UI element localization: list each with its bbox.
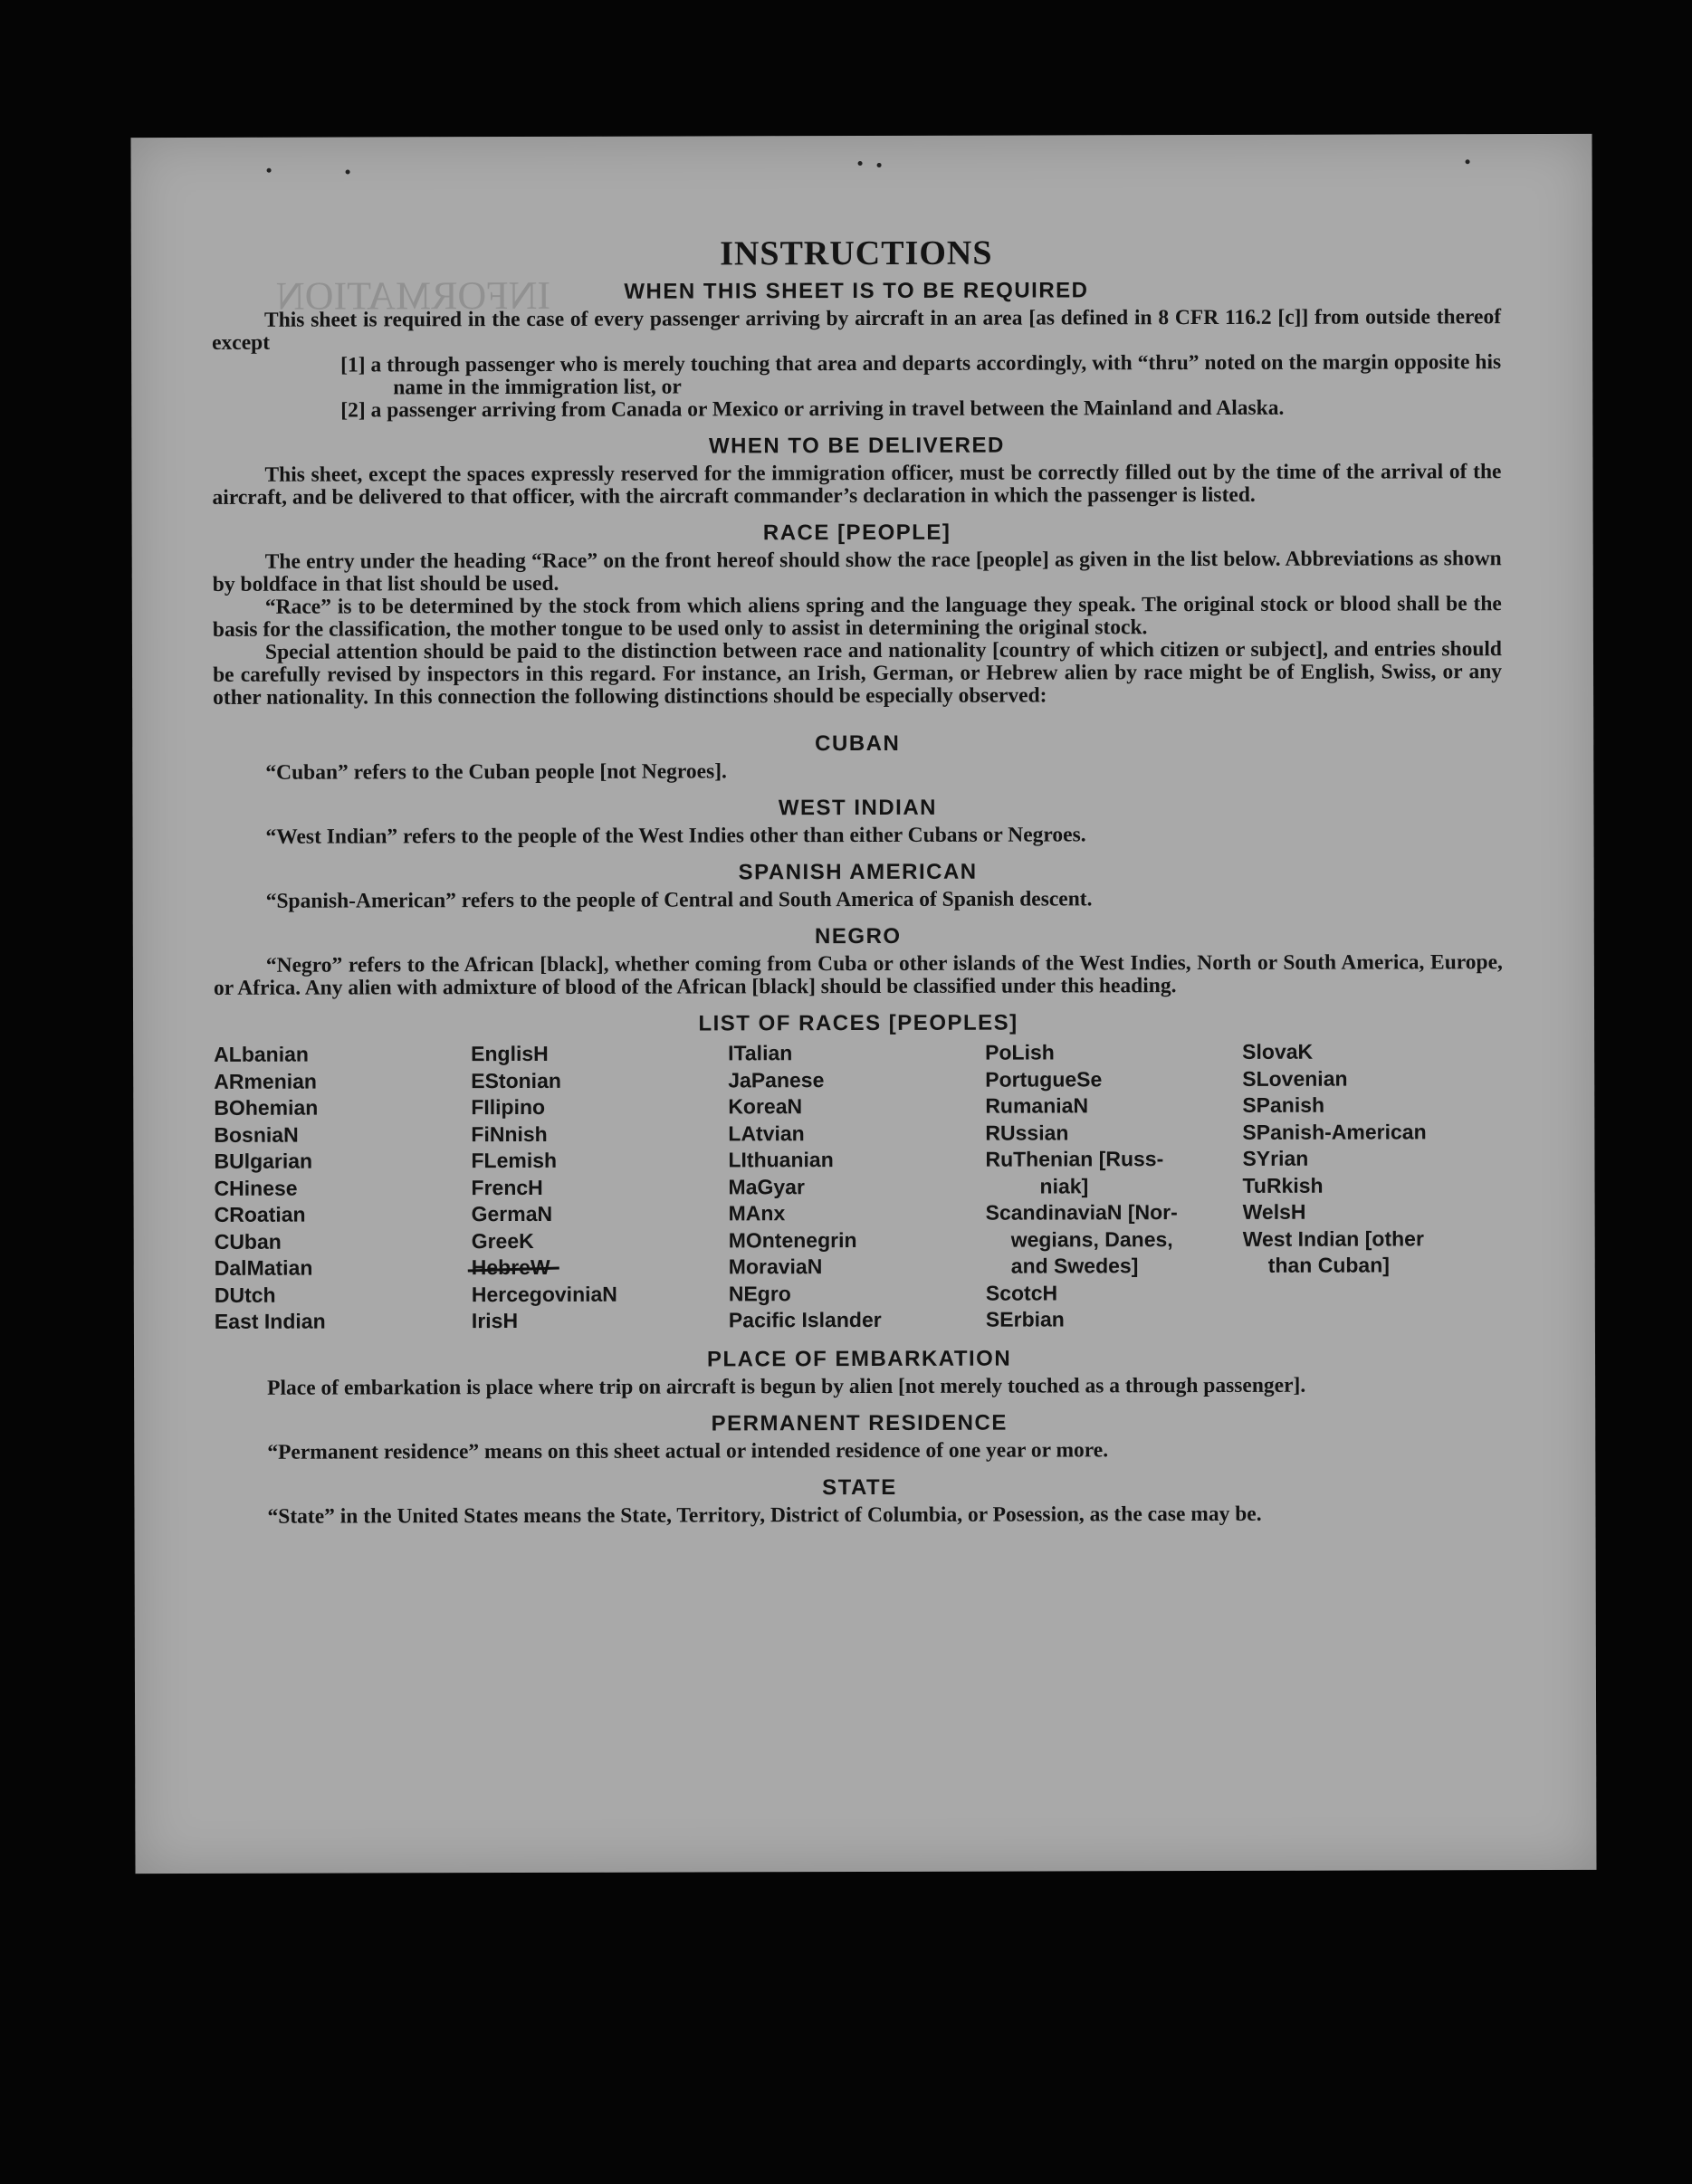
residence-text: “Permanent residence” means on this sheet actual or intended residence of one year or more. [267,1437,1109,1464]
race-item: PoLish [985,1040,1055,1064]
race-item: BOhemian [214,1095,319,1120]
speck [267,168,272,173]
race-item: ITalian [728,1041,793,1065]
race-item: LIthuanian [728,1148,834,1172]
race-item: ALbanian [214,1042,309,1066]
embarkation-text: Place of embarkation is place where trip on aircraft is begun by alien [not merely touched as a through passenger]. [267,1373,1306,1400]
race-item: BosniaN [214,1122,299,1147]
heading-embarkation: PLACE OF EMBARKATION [706,1346,1012,1371]
race-item: FrencH [471,1175,543,1199]
race-column-5 [1242,1038,1500,1332]
heading-negro: NEGRO [815,923,902,949]
race-item: TuRkish [1242,1173,1324,1197]
race-column-3 [728,1040,986,1334]
speck [1466,159,1470,164]
race-item: SPanish [1242,1092,1325,1117]
required-intro: This sheet is required in the case of every passenger arriving by aircraft in an area [as defined in 8 CFR 116.2 [c]] from outside thereof except [212,305,1502,355]
race-item: ScotcH [985,1280,1058,1305]
heading-west-indian: WEST INDIAN [778,795,938,821]
negro-text: “Negro” refers to the African [black], whether coming from Cuba or other islands of the West Indies, North or South America, Europe, or Africa. Any alien with admixture of blood of the African [black] should be classified under this heading. [213,950,1503,1000]
race-item: EnglisH [471,1041,549,1066]
race-item: and Swedes] [1010,1254,1139,1278]
required-item-2: [2] a passenger arriving from Canada or Mexico or arriving in travel between the Mainland and Alaska. [340,396,1285,423]
race-item: MaGyar [728,1174,805,1198]
race-item: than Cuban] [1267,1253,1390,1277]
race-list [214,1038,1504,1335]
race-item: MOntenegrin [728,1227,857,1252]
race-item: PortugueSe [985,1066,1103,1092]
instructions-body [212,232,1505,1528]
race-item: FIlipino [471,1094,546,1120]
race-paragraph-2: “Race” is to be determined by the stock from which aliens spring and the language they speak. The original stock or blood shall be the basis for the classification, the mother tongue to be used only to assist in determining the original stock. [212,592,1502,642]
race-item: BUlgarian [214,1149,313,1173]
heading-race: RACE [PEOPLE] [762,520,951,546]
delivered-text: This sheet, except the spaces expressly reserved for the immigration officer, must be correctly filled out by the time of the arrival of the aircraft, and be delivered to that officer, with the aircraft commander’s declaration in which the passenger is listed. [212,460,1502,510]
heading-list-of-races: LIST OF RACES [PEOPLES] [698,1010,1018,1036]
speck [346,169,350,174]
race-item: FiNnish [471,1121,548,1146]
race-item: ARmenian [214,1069,318,1093]
speck [858,161,863,166]
bleed-through-text: INFORMATION [275,272,551,319]
race-item: SlovaK [1242,1039,1314,1063]
race-item: niak] [1039,1173,1089,1197]
race-paragraph-3: Special attention should be paid to the distinction between race and nationality [country of which citizen or subject], and entries should be carefully revised by inspectors in this regard. For instance, an Irish, German, or Hebrew alien by race might be of English, Swiss, or any other nationality. In this connection the following distinctions should be especially observed: [213,637,1503,710]
race-item-struck-through: HebreW [471,1254,550,1280]
heading-spanish-american: SPANISH AMERICAN [738,859,978,885]
race-item: DUtch [214,1283,276,1307]
west-indian-text: “West Indian” refers to the people of the West Indies other than either Cubans or Negroes. [265,823,1086,849]
heading-permanent-residence: PERMANENT RESIDENCE [711,1410,1008,1435]
race-item: CHinese [214,1176,298,1200]
race-item: SPanish-American [1242,1119,1427,1144]
race-item: West Indian [other [1242,1226,1424,1251]
race-item: ScandinaviaN [Nor- [985,1200,1178,1225]
race-item: East Indian [214,1309,326,1333]
race-item: KoreaN [728,1094,803,1119]
race-item: GermaN [471,1201,553,1226]
race-item: CRoatian [214,1202,306,1226]
page-title: INSTRUCTIONS [720,234,993,273]
race-item: EStonian [471,1068,561,1092]
race-item: DalMatian [214,1255,313,1280]
race-item: IrisH [471,1309,519,1333]
spanish-american-text: “Spanish-American” refers to the people of Central and South America of Spanish descent. [265,887,1093,913]
heading-required: WHEN THIS SHEET IS TO BE REQUIRED [624,278,1089,304]
race-item: RumaniaN [985,1093,1089,1118]
race-column-4 [985,1039,1243,1333]
race-item: FLemish [471,1148,558,1173]
race-item: MoraviaN [728,1254,823,1279]
race-item: SErbian [985,1307,1065,1331]
cuban-text: “Cuban” refers to the Cuban people [not Negroes]. [265,759,727,785]
state-text: “State” in the United States means the State, Territory, District of Columbia, or Posession, as the case may be. [267,1502,1262,1529]
required-item-1: [1] a through passenger who is merely touching that area and departs accordingly, with “thru” noted on the margin opposite his name in the immigration list, or [340,350,1502,400]
heading-cuban: CUBAN [815,730,901,757]
race-item: CUban [214,1229,282,1254]
document-sheet [130,134,1596,1874]
heading-state: STATE [822,1474,897,1500]
speck [877,163,882,167]
race-item: NEgro [728,1281,791,1305]
race-item: GreeK [471,1228,534,1253]
race-paragraph-1: The entry under the heading “Race” on the front hereof should show the race [people] as given in the list below. Abbreviations as shown by boldface in that list should be used. [212,547,1502,596]
race-item: Pacific Islander [728,1307,882,1332]
race-item: MAnx [728,1201,786,1226]
race-item: RUssian [985,1120,1069,1145]
race-column-2 [471,1040,729,1334]
race-item: wegians, Danes, [1010,1226,1173,1252]
race-item: WelsH [1242,1199,1306,1224]
race-item: SYrian [1242,1146,1309,1170]
race-item: LAtvian [728,1121,805,1145]
heading-delivered: WHEN TO BE DELIVERED [708,433,1005,459]
race-column-1 [214,1041,472,1335]
race-item: RuThenian [Russ- [985,1147,1164,1171]
race-item: SLovenian [1242,1066,1348,1091]
race-item: JaPanese [728,1067,825,1092]
race-item: HercegoviniaN [471,1282,617,1306]
